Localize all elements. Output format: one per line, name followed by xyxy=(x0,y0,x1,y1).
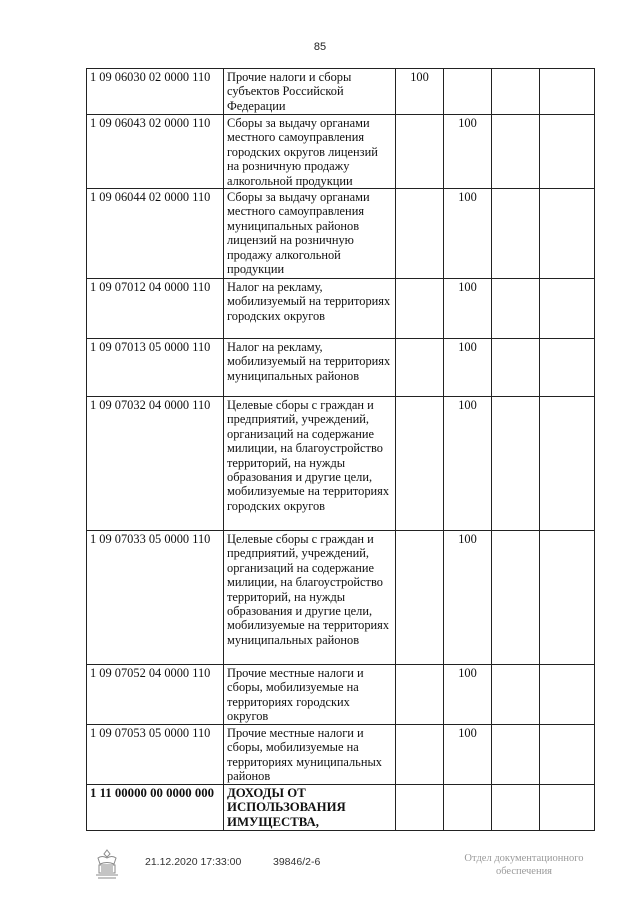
budget-code-cell: 1 11 00000 00 0000 000 xyxy=(87,785,224,831)
percent-cell-1 xyxy=(396,531,444,665)
percent-cell-4 xyxy=(540,785,595,831)
percent-cell-4 xyxy=(540,115,595,189)
page-number: 85 xyxy=(313,41,327,53)
percent-cell-1 xyxy=(396,785,444,831)
percent-cell-4 xyxy=(540,531,595,665)
revenue-name-cell: Сборы за выдачу органами местного самоуправления городских округов лицензий на розничную продажу алкогольной продукции xyxy=(224,115,396,189)
revenue-name-cell: Прочие налоги и сборы субъектов Российской Федерации xyxy=(224,69,396,115)
budget-code-cell: 1 09 07033 05 0000 110 xyxy=(87,531,224,665)
revenue-name-cell: Сборы за выдачу органами местного самоуправления муниципальных районов лицензий на розничную продажу алкогольной продукции xyxy=(224,189,396,279)
revenue-name-cell: ДОХОДЫ ОТ ИСПОЛЬЗОВАНИЯ ИМУЩЕСТВА, xyxy=(224,785,396,831)
percent-cell-4 xyxy=(540,189,595,279)
table-row xyxy=(87,531,595,665)
percent-cell-3 xyxy=(492,665,540,725)
percent-cell-2: 100 xyxy=(444,115,492,189)
revenue-name-cell: Налог на рекламу, мобилизуемый на территориях муниципальных районов xyxy=(224,339,396,397)
percent-cell-4 xyxy=(540,397,595,531)
percent-cell-3 xyxy=(492,279,540,339)
table-row xyxy=(87,665,595,725)
footer-timestamp: 21.12.2020 17:33:00 xyxy=(145,856,242,868)
table-row xyxy=(87,115,595,189)
percent-cell-2: 100 xyxy=(444,189,492,279)
percent-cell-2 xyxy=(444,785,492,831)
table-row xyxy=(87,69,595,115)
percent-cell-2: 100 xyxy=(444,397,492,531)
footer-document-number: 39846/2-6 xyxy=(273,856,321,868)
budget-code-cell: 1 09 07032 04 0000 110 xyxy=(87,397,224,531)
percent-cell-1 xyxy=(396,189,444,279)
percent-cell-4 xyxy=(540,339,595,397)
budget-code-cell: 1 09 07013 05 0000 110 xyxy=(87,339,224,397)
budget-code-cell: 1 09 06044 02 0000 110 xyxy=(87,189,224,279)
percent-cell-3 xyxy=(492,531,540,665)
table-row xyxy=(87,279,595,339)
percent-cell-2: 100 xyxy=(444,665,492,725)
coat-of-arms-icon xyxy=(92,848,122,880)
percent-cell-4 xyxy=(540,69,595,115)
percent-cell-3 xyxy=(492,189,540,279)
percent-cell-1 xyxy=(396,115,444,189)
revenue-codes-table xyxy=(86,68,595,831)
revenue-name-cell: Прочие местные налоги и сборы, мобилизуемые на территориях городских округов xyxy=(224,665,396,725)
table-row xyxy=(87,189,595,279)
budget-code-cell: 1 09 07053 05 0000 110 xyxy=(87,725,224,785)
percent-cell-2: 100 xyxy=(444,279,492,339)
percent-cell-2: 100 xyxy=(444,531,492,665)
revenue-name-cell: Налог на рекламу, мобилизуемый на территориях городских округов xyxy=(224,279,396,339)
percent-cell-1 xyxy=(396,279,444,339)
percent-cell-1: 100 xyxy=(396,69,444,115)
percent-cell-1 xyxy=(396,339,444,397)
percent-cell-3 xyxy=(492,725,540,785)
percent-cell-3 xyxy=(492,397,540,531)
revenue-name-cell: Целевые сборы с граждан и предприятий, учреждений, организаций на содержание милиции, на благоустройство территорий, на нужды образования и другие цели, мобилизуемые на территориях городских округов xyxy=(224,397,396,531)
percent-cell-1 xyxy=(396,397,444,531)
percent-cell-4 xyxy=(540,665,595,725)
percent-cell-2: 100 xyxy=(444,725,492,785)
stamp-line-1: Отдел документационного xyxy=(464,853,584,864)
department-stamp xyxy=(448,852,600,878)
percent-cell-2: 100 xyxy=(444,339,492,397)
revenue-name-cell: Прочие местные налоги и сборы, мобилизуемые на территориях муниципальных районов xyxy=(224,725,396,785)
percent-cell-2 xyxy=(444,69,492,115)
percent-cell-3 xyxy=(492,339,540,397)
percent-cell-4 xyxy=(540,279,595,339)
table-row xyxy=(87,785,595,831)
budget-code-cell: 1 09 07012 04 0000 110 xyxy=(87,279,224,339)
percent-cell-4 xyxy=(540,725,595,785)
table-row xyxy=(87,725,595,785)
percent-cell-3 xyxy=(492,785,540,831)
budget-code-cell: 1 09 07052 04 0000 110 xyxy=(87,665,224,725)
budget-code-cell: 1 09 06043 02 0000 110 xyxy=(87,115,224,189)
table-row xyxy=(87,397,595,531)
percent-cell-3 xyxy=(492,115,540,189)
stamp-line-2: обеспечения xyxy=(495,866,553,877)
percent-cell-1 xyxy=(396,665,444,725)
budget-code-cell: 1 09 06030 02 0000 110 xyxy=(87,69,224,115)
percent-cell-1 xyxy=(396,725,444,785)
percent-cell-3 xyxy=(492,69,540,115)
table-row xyxy=(87,339,595,397)
revenue-name-cell: Целевые сборы с граждан и предприятий, учреждений, организаций на содержание милиции, на благоустройство территорий, на нужды образования и другие цели, мобилизуемые на территориях муниципальных районов xyxy=(224,531,396,665)
